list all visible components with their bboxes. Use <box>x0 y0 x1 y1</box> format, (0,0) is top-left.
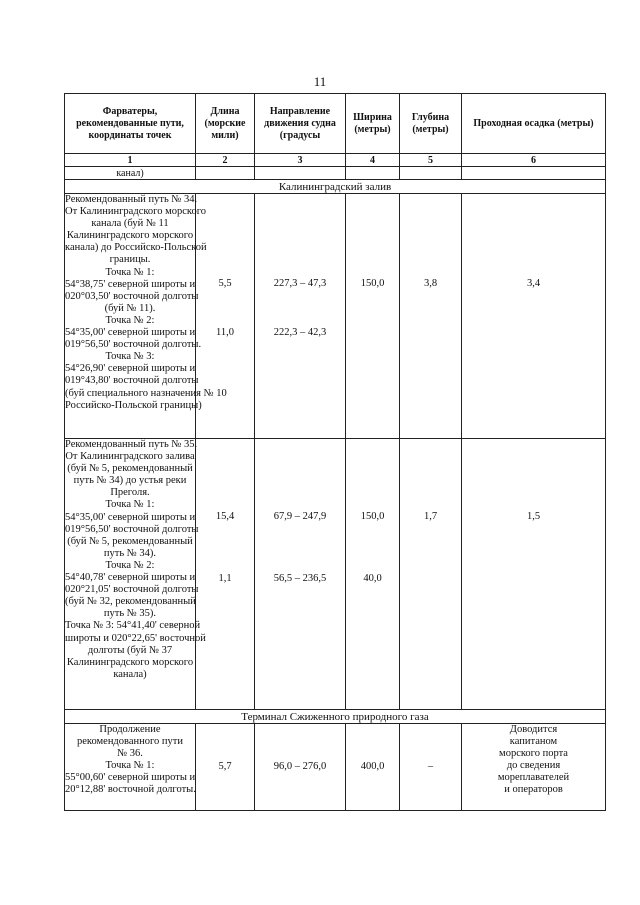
text-line: 020°21,05' восточной долготы <box>65 584 199 596</box>
header-draft: Проходная осадка (метры) <box>462 94 606 154</box>
width-value: 400,0 <box>360 761 385 772</box>
text-line: 019°56,50' восточной долготы. <box>65 339 202 351</box>
text-line: Рекомендованный путь № 35. <box>65 439 198 450</box>
text-line: 54°35,00' северной широты и <box>65 327 196 339</box>
text-line: канала) <box>113 668 147 680</box>
direction-value: 67,9 – 247,9 <box>273 511 327 522</box>
route-34-direction <box>255 194 346 439</box>
text-line: путь № 34). <box>103 547 157 559</box>
route-35-length <box>196 439 255 710</box>
width-value: 150,0 <box>360 278 385 289</box>
direction-value: 96,0 – 276,0 <box>273 761 327 772</box>
route-36-description <box>65 724 196 811</box>
width-value: 150,0 <box>360 511 385 522</box>
draft-value: 3,4 <box>526 278 541 289</box>
text-line: морского порта <box>499 748 568 760</box>
route-35-depth <box>400 439 462 710</box>
column-number: 6 <box>462 154 606 167</box>
header-depth: Глубина (метры) <box>400 94 462 154</box>
route-34-draft <box>462 194 606 439</box>
route-36-draft <box>462 724 606 811</box>
text-line: Точка № 1: <box>105 499 155 511</box>
direction-value: 222,3 – 42,3 <box>273 327 327 338</box>
text-line: 54°35,00' северной широты и <box>65 511 196 523</box>
text-line: Точка № 3: 54°41,40' северной <box>65 620 201 632</box>
text-line: Точка № 2: <box>105 314 155 326</box>
length-value: 11,0 <box>216 327 234 338</box>
text-line: От Калининградского морского <box>65 206 207 218</box>
text-line: (буй № 11). <box>104 302 156 314</box>
text-line: границы. <box>109 254 151 266</box>
column-number-row <box>65 154 606 167</box>
section-row <box>65 710 606 724</box>
column-number: 3 <box>255 154 346 167</box>
text-line: (буй № 5, рекомендованный <box>67 463 193 475</box>
fairways-table <box>64 93 606 811</box>
text-line: до сведения <box>506 760 561 772</box>
text-line: Точка № 2: <box>105 559 155 571</box>
text-line: Точка № 1: <box>105 266 155 278</box>
route-36-depth <box>400 724 462 811</box>
depth-value: 3,8 <box>423 278 438 289</box>
text-line: № 36. <box>117 748 143 760</box>
text-line: мореплавателей <box>497 772 570 784</box>
text-line: канала (буй № 11 <box>91 218 169 230</box>
direction-value: 227,3 – 47,3 <box>273 278 327 289</box>
route-34-length <box>196 194 255 439</box>
text-line: 020°03,50' восточной долготы <box>65 290 199 302</box>
continuation-row <box>65 167 606 180</box>
route-35-description <box>65 439 206 710</box>
text-line: Калининградского морского <box>66 230 194 242</box>
text-line: Доводится <box>509 724 558 735</box>
page-number: 11 <box>313 74 327 89</box>
route-36-row <box>65 724 606 811</box>
section-row <box>65 180 606 194</box>
column-number: 2 <box>196 154 255 167</box>
text-line: и операторов <box>504 784 563 796</box>
header-fairways: Фарватеры, рекомендованные пути, координаты точек <box>65 94 196 154</box>
text-line: канала) до Российско-Польской <box>65 242 207 254</box>
depth-value: – <box>427 761 434 772</box>
column-number: 4 <box>346 154 400 167</box>
header-length: Длина (морские мили) <box>196 94 255 154</box>
text-line: 55°00,60' северной широты и <box>65 772 196 784</box>
text-line: Точка № 3: <box>105 351 155 363</box>
column-number: 5 <box>400 154 462 167</box>
route-35-direction <box>255 439 346 710</box>
direction-value: 56,5 – 236,5 <box>273 573 327 584</box>
route-36-direction <box>255 724 346 811</box>
text-line: 54°40,78' северной широты и <box>65 572 196 584</box>
depth-value: 1,7 <box>423 511 438 522</box>
text-line: путь № 34) до устья реки <box>73 475 187 487</box>
text-line: Точка № 1: <box>105 760 155 772</box>
route-34-width <box>346 194 400 439</box>
text-line: путь № 35). <box>103 608 157 620</box>
text-line: 019°43,80' восточной долготы <box>65 375 199 387</box>
text-line: рекомендованного пути <box>76 736 183 748</box>
text-line: Рекомендованный путь № 34. <box>65 194 198 205</box>
header-direction: Направление движения судна (градусы <box>255 94 346 154</box>
length-value: 15,4 <box>215 511 235 522</box>
length-value: 5,7 <box>218 761 232 772</box>
text-line: 20°12,88' восточной долготы. <box>65 784 196 796</box>
text-line: Продолжение <box>99 724 161 735</box>
route-35-width <box>346 439 400 710</box>
text-line: капитаном <box>509 736 558 748</box>
text-line: Калининградского морского <box>66 656 194 668</box>
text-line: От Калининградского залива <box>65 451 195 463</box>
continuation-text: канал) <box>65 167 196 180</box>
text-line: долготы (буй № 37 <box>87 644 173 656</box>
text-line: (буй № 5, рекомендованный <box>67 535 193 547</box>
route-34-depth <box>400 194 462 439</box>
route-34-row <box>65 194 606 439</box>
draft-value: 1,5 <box>526 511 541 522</box>
section-lng-terminal: Терминал Сжиженного природного газа <box>65 710 606 724</box>
text-line: 019°56,50' восточной долготы <box>65 523 199 535</box>
length-value: 1,1 <box>218 573 232 584</box>
text-line: широты и 020°22,65' восточной <box>65 632 206 644</box>
route-36-width <box>346 724 400 811</box>
text-line: Преголя. <box>110 487 150 499</box>
width-value: 40,0 <box>363 573 382 584</box>
header-width: Ширина (метры) <box>346 94 400 154</box>
text-line: 54°38,75' северной широты и <box>65 278 196 290</box>
route-35-row <box>65 439 606 710</box>
route-35-draft <box>462 439 606 710</box>
header-row <box>65 94 606 154</box>
text-line: (буй специального назначения № 10 <box>65 387 227 399</box>
text-line: 54°26,90' северной широты и <box>65 363 196 375</box>
column-number: 1 <box>65 154 196 167</box>
text-line: Российско-Польской границы) <box>65 399 202 411</box>
route-36-length <box>196 724 255 811</box>
section-kaliningrad-bay: Калининградский залив <box>65 180 606 194</box>
length-value: 5,5 <box>218 278 232 289</box>
text-line: (буй № 32, рекомендованный <box>65 596 196 608</box>
